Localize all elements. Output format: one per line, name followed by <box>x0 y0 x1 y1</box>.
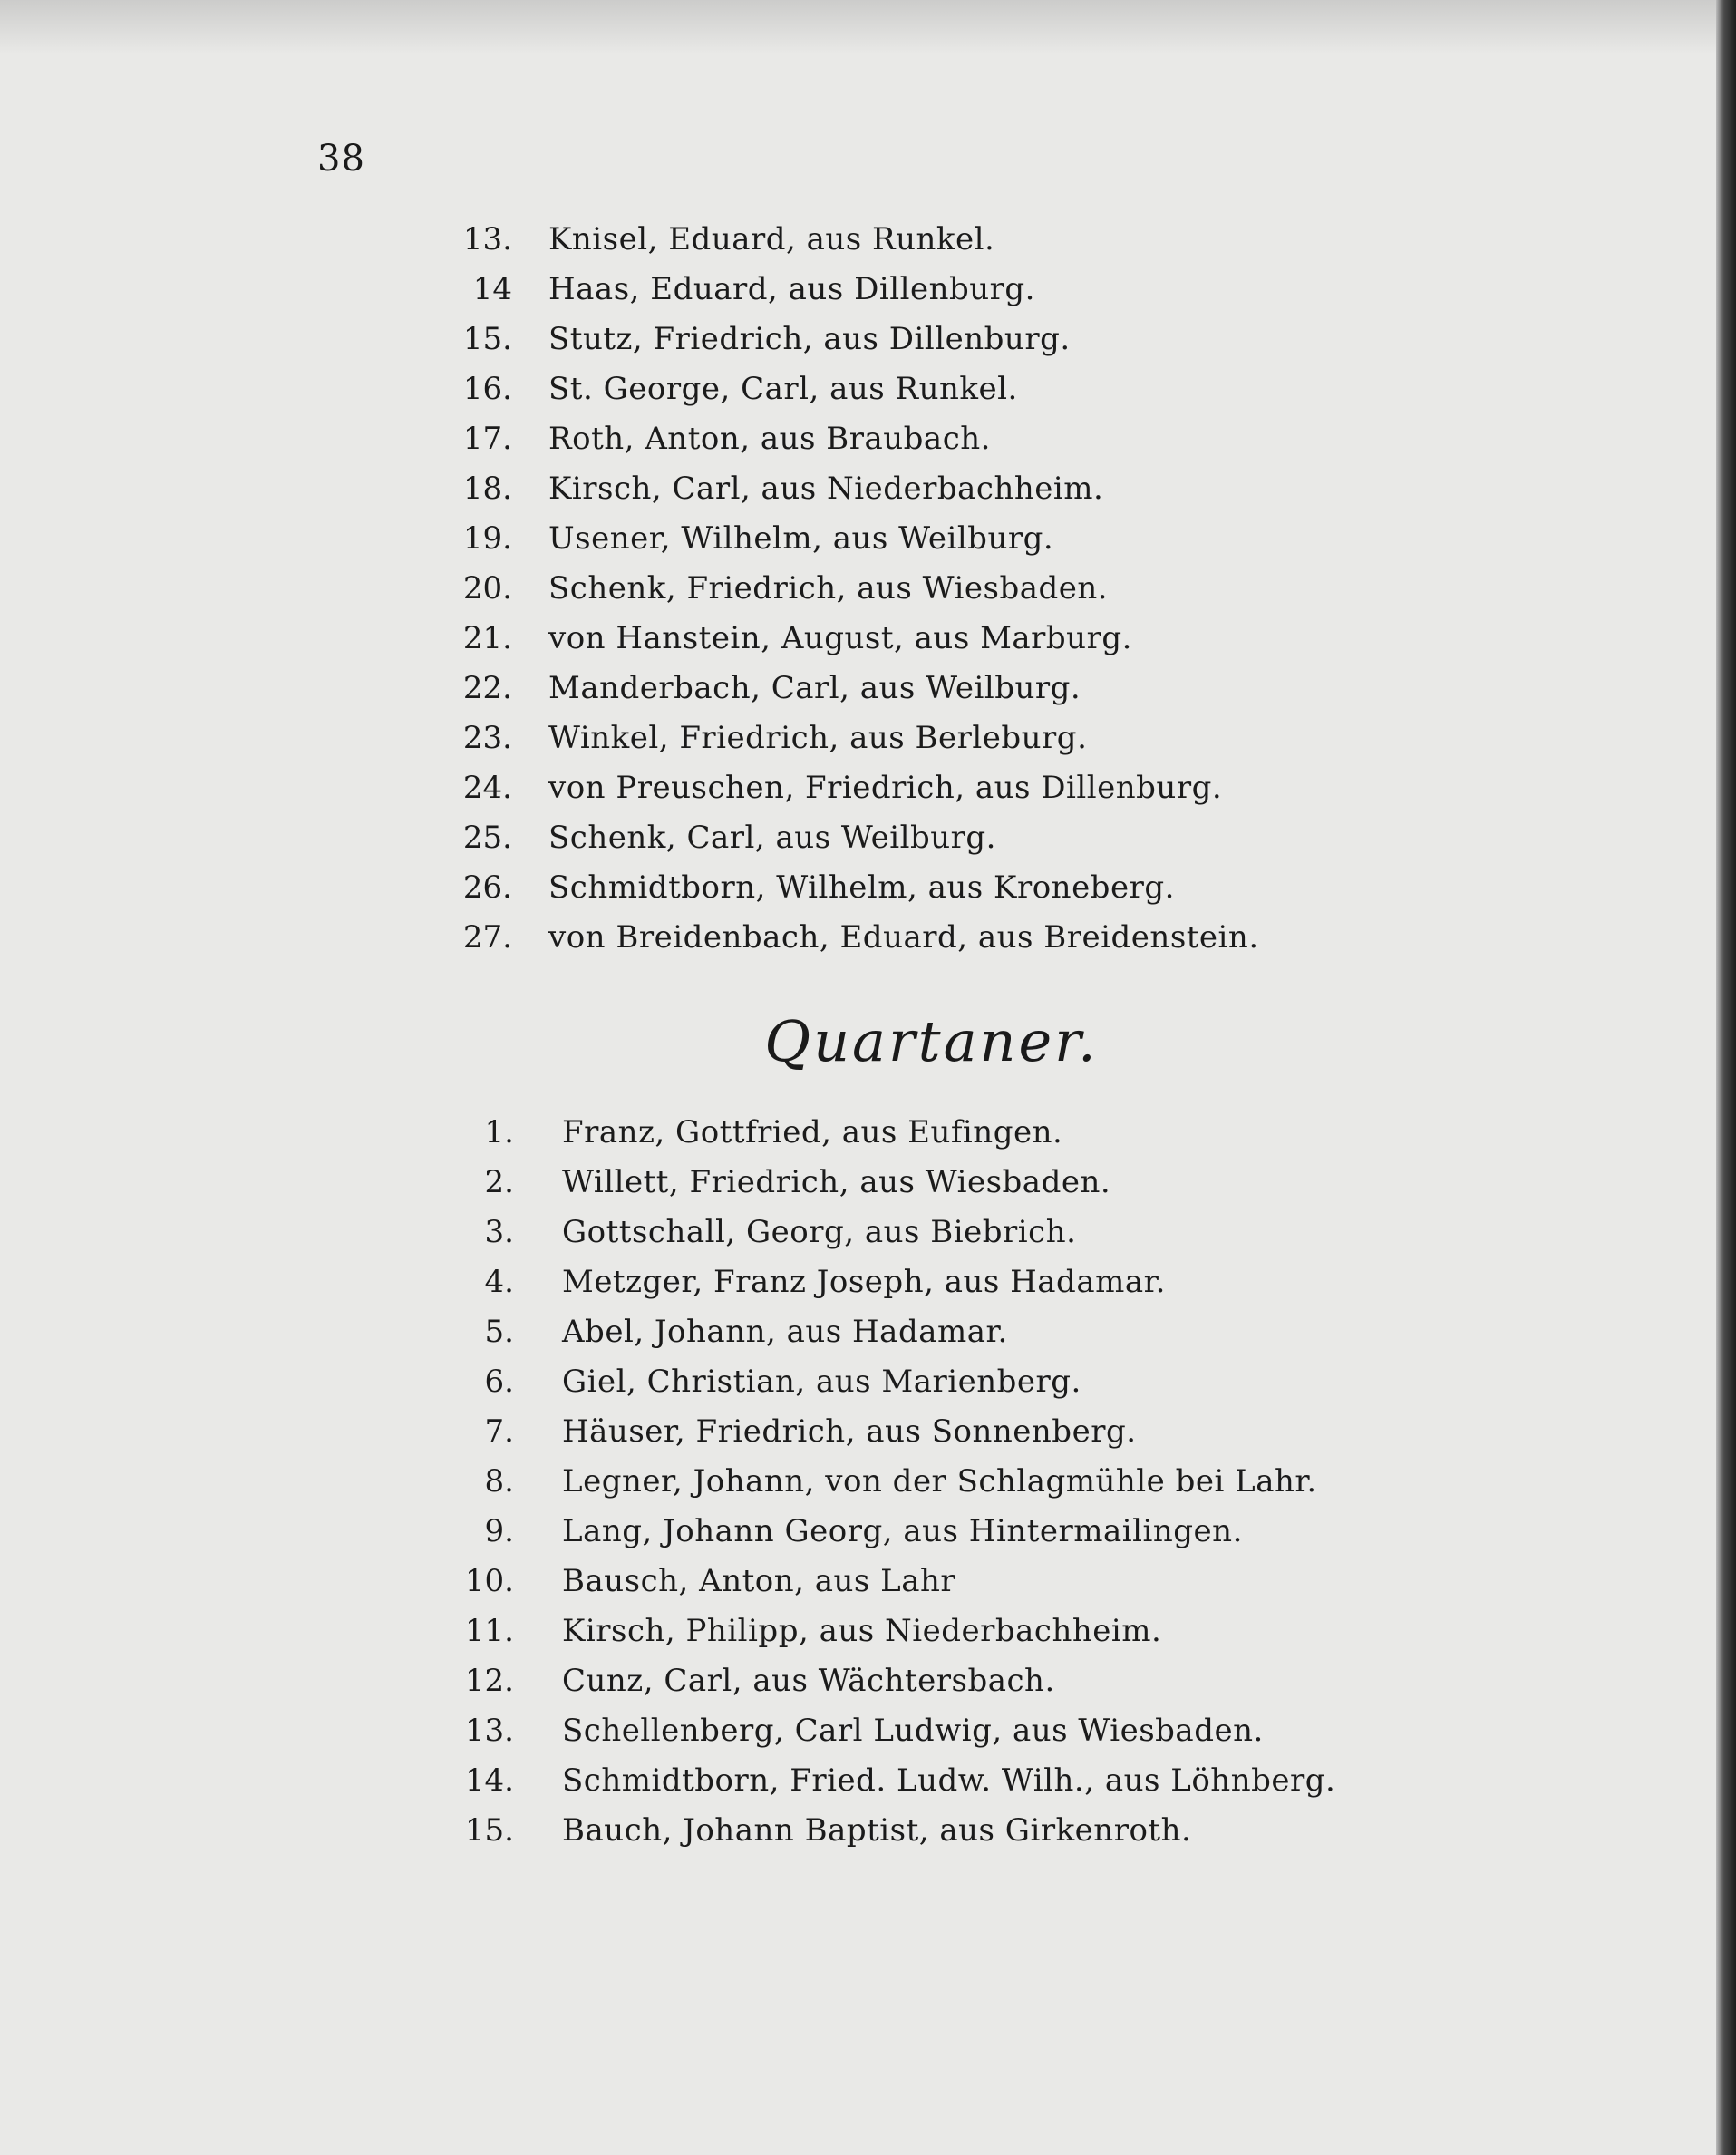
list-item <box>0 321 1736 371</box>
item-text: Stutz, Friedrich, aus Dillenburg. <box>548 321 1071 357</box>
list-item <box>0 670 1736 720</box>
item-number: 7. <box>484 1413 514 1450</box>
list-item <box>0 271 1736 321</box>
list-item <box>0 421 1736 471</box>
item-text: von Breidenbach, Eduard, aus Breidenstein. <box>548 919 1259 956</box>
item-number: 5. <box>484 1314 514 1350</box>
item-text: Giel, Christian, aus Marienberg. <box>562 1364 1081 1400</box>
list-item <box>0 1413 1736 1463</box>
item-text: Haas, Eduard, aus Dillenburg. <box>548 271 1035 307</box>
item-number: 8. <box>484 1463 514 1500</box>
item-text: Schmidtborn, Fried. Ludw. Wilh., aus Löhnberg. <box>562 1762 1336 1799</box>
list-item <box>0 471 1736 520</box>
item-number: 12. <box>464 1663 514 1699</box>
list-item <box>0 770 1736 820</box>
list-item <box>0 720 1736 770</box>
item-text: Knisel, Eduard, aus Runkel. <box>548 221 995 257</box>
item-number: 6. <box>484 1364 514 1400</box>
list-item <box>0 1364 1736 1413</box>
list-item <box>0 1114 1736 1164</box>
item-text: Kirsch, Philipp, aus Niederbachheim. <box>562 1613 1162 1649</box>
list-item <box>0 1613 1736 1663</box>
list-item <box>0 820 1736 869</box>
item-text: Schellenberg, Carl Ludwig, aus Wiesbaden. <box>562 1713 1264 1749</box>
item-text: Bausch, Anton, aus Lahr <box>562 1563 956 1599</box>
item-number: 24. <box>462 770 512 806</box>
item-number: 21. <box>462 620 512 656</box>
item-number: 25. <box>462 820 512 856</box>
list-item <box>0 1513 1736 1563</box>
list-item <box>0 221 1736 271</box>
list-item <box>0 1164 1736 1214</box>
list-item <box>0 869 1736 919</box>
item-text: St. George, Carl, aus Runkel. <box>548 371 1018 407</box>
item-number: 15. <box>464 1812 514 1849</box>
item-number: 13. <box>464 1713 514 1749</box>
list-item <box>0 919 1736 969</box>
list-item <box>0 1463 1736 1513</box>
item-text: Schenk, Friedrich, aus Wiesbaden. <box>548 570 1109 607</box>
item-number: 15. <box>462 321 512 357</box>
item-number: 4. <box>484 1264 514 1300</box>
item-text: von Hanstein, August, aus Marburg. <box>548 620 1132 656</box>
item-text: Manderbach, Carl, aus Weilburg. <box>548 670 1081 706</box>
item-number: 17. <box>462 421 512 457</box>
item-number: 20. <box>462 570 512 607</box>
item-number: 26. <box>462 869 512 906</box>
list-item <box>0 570 1736 620</box>
item-text: Kirsch, Carl, aus Niederbachheim. <box>548 471 1104 507</box>
item-text: Usener, Wilhelm, aus Weilburg. <box>548 520 1054 557</box>
top-shadow <box>0 0 1736 54</box>
list-item <box>0 1713 1736 1762</box>
item-number: 14 <box>472 271 512 307</box>
page-number: 38 <box>317 138 365 180</box>
item-number: 9. <box>484 1513 514 1549</box>
list-item <box>0 1214 1736 1264</box>
item-number: 22. <box>462 670 512 706</box>
list-item <box>0 1314 1736 1364</box>
list-item <box>0 371 1736 421</box>
item-number: 23. <box>462 720 512 756</box>
item-text: Franz, Gottfried, aus Eufingen. <box>562 1114 1063 1150</box>
item-text: Gottschall, Georg, aus Biebrich. <box>562 1214 1077 1250</box>
list-item <box>0 1264 1736 1314</box>
item-number: 13. <box>462 221 512 257</box>
list-item <box>0 1812 1736 1862</box>
item-number: 11. <box>464 1613 514 1649</box>
student-list-upper <box>0 221 1736 969</box>
item-text: Schenk, Carl, aus Weilburg. <box>548 820 996 856</box>
item-number: 19. <box>462 520 512 557</box>
section-heading-quartaner: Quartaner. <box>764 1008 1099 1074</box>
item-text: Cunz, Carl, aus Wächtersbach. <box>562 1663 1055 1699</box>
item-number: 10. <box>464 1563 514 1599</box>
item-text: Bauch, Johann Baptist, aus Girkenroth. <box>562 1812 1192 1849</box>
item-number: 27. <box>462 919 512 956</box>
item-text: Willett, Friedrich, aus Wiesbaden. <box>562 1164 1111 1200</box>
item-text: Abel, Johann, aus Hadamar. <box>562 1314 1008 1350</box>
item-text: Roth, Anton, aus Braubach. <box>548 421 991 457</box>
item-number: 1. <box>484 1114 514 1150</box>
item-text: Schmidtborn, Wilhelm, aus Kroneberg. <box>548 869 1175 906</box>
item-number: 3. <box>484 1214 514 1250</box>
list-item <box>0 1762 1736 1812</box>
list-item <box>0 520 1736 570</box>
list-item <box>0 1563 1736 1613</box>
item-text: Metzger, Franz Joseph, aus Hadamar. <box>562 1264 1166 1300</box>
item-text: Lang, Johann Georg, aus Hintermailingen. <box>562 1513 1243 1549</box>
item-text: von Preuschen, Friedrich, aus Dillenburg. <box>548 770 1223 806</box>
item-text: Häuser, Friedrich, aus Sonnenberg. <box>562 1413 1137 1450</box>
list-item <box>0 1663 1736 1713</box>
item-number: 2. <box>484 1164 514 1200</box>
item-number: 14. <box>464 1762 514 1799</box>
student-list-quartaner <box>0 1114 1736 1862</box>
item-number: 16. <box>462 371 512 407</box>
item-number: 18. <box>462 471 512 507</box>
item-text: Legner, Johann, von der Schlagmühle bei Lahr. <box>562 1463 1317 1500</box>
list-item <box>0 620 1736 670</box>
item-text: Winkel, Friedrich, aus Berleburg. <box>548 720 1088 756</box>
